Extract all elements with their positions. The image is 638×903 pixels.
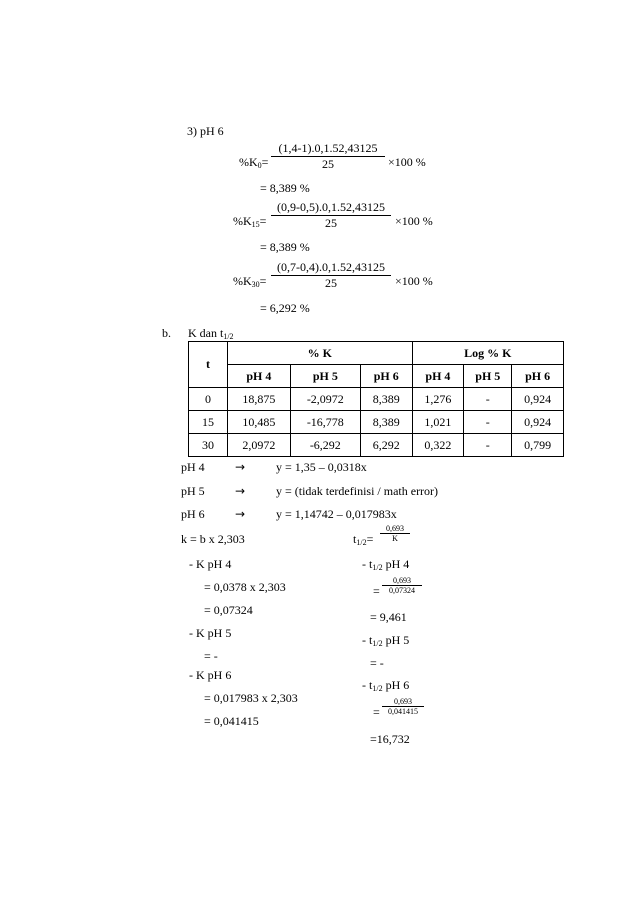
table-cell: - [464,388,512,411]
k-ph4-line2: = 0,07324 [204,603,253,617]
k30-result: = 6,292 % [260,301,310,315]
k15-tail: ×100 % [395,214,433,228]
table-cell: 0,924 [512,388,564,411]
t-half-ph6-result: =16,732 [370,732,410,746]
group-k-header: % K [228,342,413,365]
table-cell: 2,0972 [228,434,291,457]
sub-header: pH 6 [360,365,412,388]
k-ph6-label: - K pH 6 [189,668,232,682]
table-cell: 10,485 [228,411,291,434]
t-half-ph6-eq: = [373,705,380,719]
sub-header: pH 6 [512,365,564,388]
table-cell: - [464,434,512,457]
t-half-ph4-result: = 9,461 [370,610,407,624]
section-heading: 3) pH 6 [187,124,224,138]
table-cell: 18,875 [228,388,291,411]
table-cell: 0,799 [512,434,564,457]
equation-ph5-label: pH 5 [181,484,205,498]
t-half-formula-lhs: $t_{1/2}=$ [353,532,374,547]
k0-lhs: $\%K_0=$ [239,155,269,170]
equation-ph5: y = (tidak terdefinisi / math error) [276,484,439,498]
table-cell: -16,778 [290,411,360,434]
k-ph6-line1: = 0,017983 x 2,303 [204,691,298,705]
k30-tail: ×100 % [395,274,433,288]
equation-ph6: y = 1,14742 – 0,017983x [276,507,397,521]
table-row [189,411,564,434]
table-cell: 6,292 [360,434,412,457]
k15-result: = 8,389 % [260,240,310,254]
k-formula: k = b x 2,303 [181,532,245,546]
table-cell: 8,389 [360,411,412,434]
arrow-right-icon: → [235,460,246,474]
table-cell: 15 [189,411,228,434]
col-t-header: t [189,342,228,388]
table-cell: -2,0972 [290,388,360,411]
t-half-ph6-fraction: 0,693 0,041415 [382,697,424,716]
table-cell: 8,389 [360,388,412,411]
k-ph4-label: - K pH 4 [189,557,232,571]
table-cell: 0,322 [412,434,464,457]
k15-fraction: (0,9-0,5).0,1.52,43125 25 [271,200,391,231]
t-half-ph4-fraction: 0,693 0,07324 [382,576,422,595]
k-ph6-line2: = 0,041415 [204,714,259,728]
arrow-right-icon: → [235,507,246,521]
table-cell: -6,292 [290,434,360,457]
table-cell: 1,276 [412,388,464,411]
table-row [189,434,564,457]
k-ph5-label: - K pH 5 [189,626,232,640]
section-b-title: K dan $t_{1/2}$ [188,326,234,341]
k30-lhs: $\%K_{30}=$ [233,274,267,289]
k15-lhs: $\%K_{15}=$ [233,214,267,229]
t-half-ph5-result: = - [370,656,384,670]
table-cell: 30 [189,434,228,457]
k0-result: = 8,389 % [260,181,310,195]
sub-header: pH 4 [228,365,291,388]
k-table [188,341,564,457]
t-half-ph6-label: - $t_{1/2}$ pH 6 [362,678,410,693]
equation-ph6-label: pH 6 [181,507,205,521]
k0-tail: ×100 % [388,155,426,169]
t-half-ph4-label: - $t_{1/2}$ pH 4 [362,557,410,572]
k-ph5-line1: = - [204,649,218,663]
sub-header: pH 5 [464,365,512,388]
equation-ph4: y = 1,35 – 0,0318x [276,460,367,474]
section-b-label: b. [162,326,171,340]
t-half-formula-fraction: 0,693 K [380,524,410,543]
table-row [189,388,564,411]
table-cell: 0,924 [512,411,564,434]
t-half-ph5-label: - $t_{1/2}$ pH 5 [362,633,410,648]
table-cell: 0 [189,388,228,411]
sub-header: pH 5 [290,365,360,388]
t-half-ph4-eq: = [373,584,380,598]
table-cell: - [464,411,512,434]
equation-ph4-label: pH 4 [181,460,205,474]
k0-fraction: (1,4-1).0,1.52,43125 25 [271,141,385,172]
k30-fraction: (0,7-0,4).0,1.52,43125 25 [271,260,391,291]
table-cell: 1,021 [412,411,464,434]
sub-header: pH 4 [412,365,464,388]
group-log-header: Log % K [412,342,563,365]
k-ph4-line1: = 0,0378 x 2,303 [204,580,286,594]
arrow-right-icon: → [235,484,246,498]
